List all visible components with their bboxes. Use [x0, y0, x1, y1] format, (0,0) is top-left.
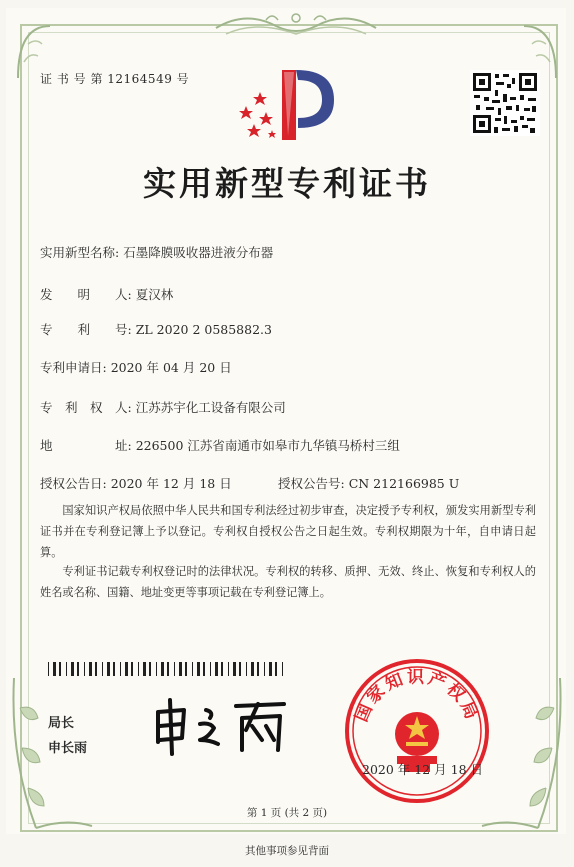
official-seal-icon — [342, 656, 492, 806]
cnipa-logo-icon — [236, 66, 336, 144]
address-row — [40, 436, 400, 454]
filing-date-row — [40, 358, 232, 376]
certificate-number: 证 书 号 第 12164549 号 — [40, 72, 190, 86]
field-label: 授权公告号: — [278, 476, 345, 491]
statement-paragraph: 专利证书记载专利权登记时的法律状况。专利权的转移、质押、无效、终止、恢复和专利权人的姓名或名称、国籍、地址变更等事项记载在专利登记簿上。 — [40, 565, 536, 599]
inventor-row — [40, 285, 173, 303]
field-label: 发 明 人: — [40, 287, 132, 302]
director-title: 局长 — [48, 716, 75, 731]
grant-number-row — [278, 474, 459, 492]
field-label: 专利申请日: — [40, 360, 107, 375]
patent-number-row — [40, 320, 272, 338]
field-label: 专 利 号: — [40, 322, 132, 337]
field-value: 石墨降膜吸收器进液分布器 — [123, 245, 274, 260]
page-number: 第 1 页 (共 2 页) — [246, 807, 328, 819]
certificate-title: 实用新型专利证书 — [143, 164, 431, 203]
barcode-icon — [48, 662, 288, 676]
field-value: 2020 年 04 月 20 日 — [110, 360, 232, 375]
utility-model-name-row — [40, 243, 273, 261]
patentee-row — [40, 398, 286, 416]
handwritten-signature — [150, 690, 300, 760]
grant-date-row — [40, 474, 232, 492]
field-value: 夏汉林 — [135, 287, 174, 302]
field-value: ZL 2020 2 0585882.3 — [135, 322, 272, 337]
field-label: 地 址: — [40, 438, 132, 453]
field-value: CN 212166985 U — [348, 476, 460, 491]
field-value: 226500 江苏省南通市如皋市九华镇马桥村三组 — [135, 438, 400, 453]
seal-text: 国家知识产权局 — [351, 667, 483, 725]
field-label: 专 利 权 人: — [40, 400, 132, 415]
top-ornament — [206, 8, 386, 42]
qr-code-icon — [470, 70, 540, 136]
field-value: 2020 年 12 月 18 日 — [110, 476, 232, 491]
back-note: 其他事项参见背面 — [245, 845, 329, 857]
seal-date: 2020 年 12 月 18 日 — [362, 762, 483, 777]
field-label: 实用新型名称: — [40, 245, 120, 260]
field-value: 江苏苏宇化工设备有限公司 — [135, 400, 286, 415]
director-name: 申长雨 — [48, 741, 88, 756]
field-label: 授权公告日: — [40, 476, 107, 491]
statement-paragraph: 国家知识产权局依照中华人民共和国专利法经过初步审查，决定授予专利权，颁发实用新型专利证书并在专利登记簿上予以登记。专利权自授权公告之日起生效。专利权期限为十年，自申请日起算。 — [40, 504, 536, 559]
